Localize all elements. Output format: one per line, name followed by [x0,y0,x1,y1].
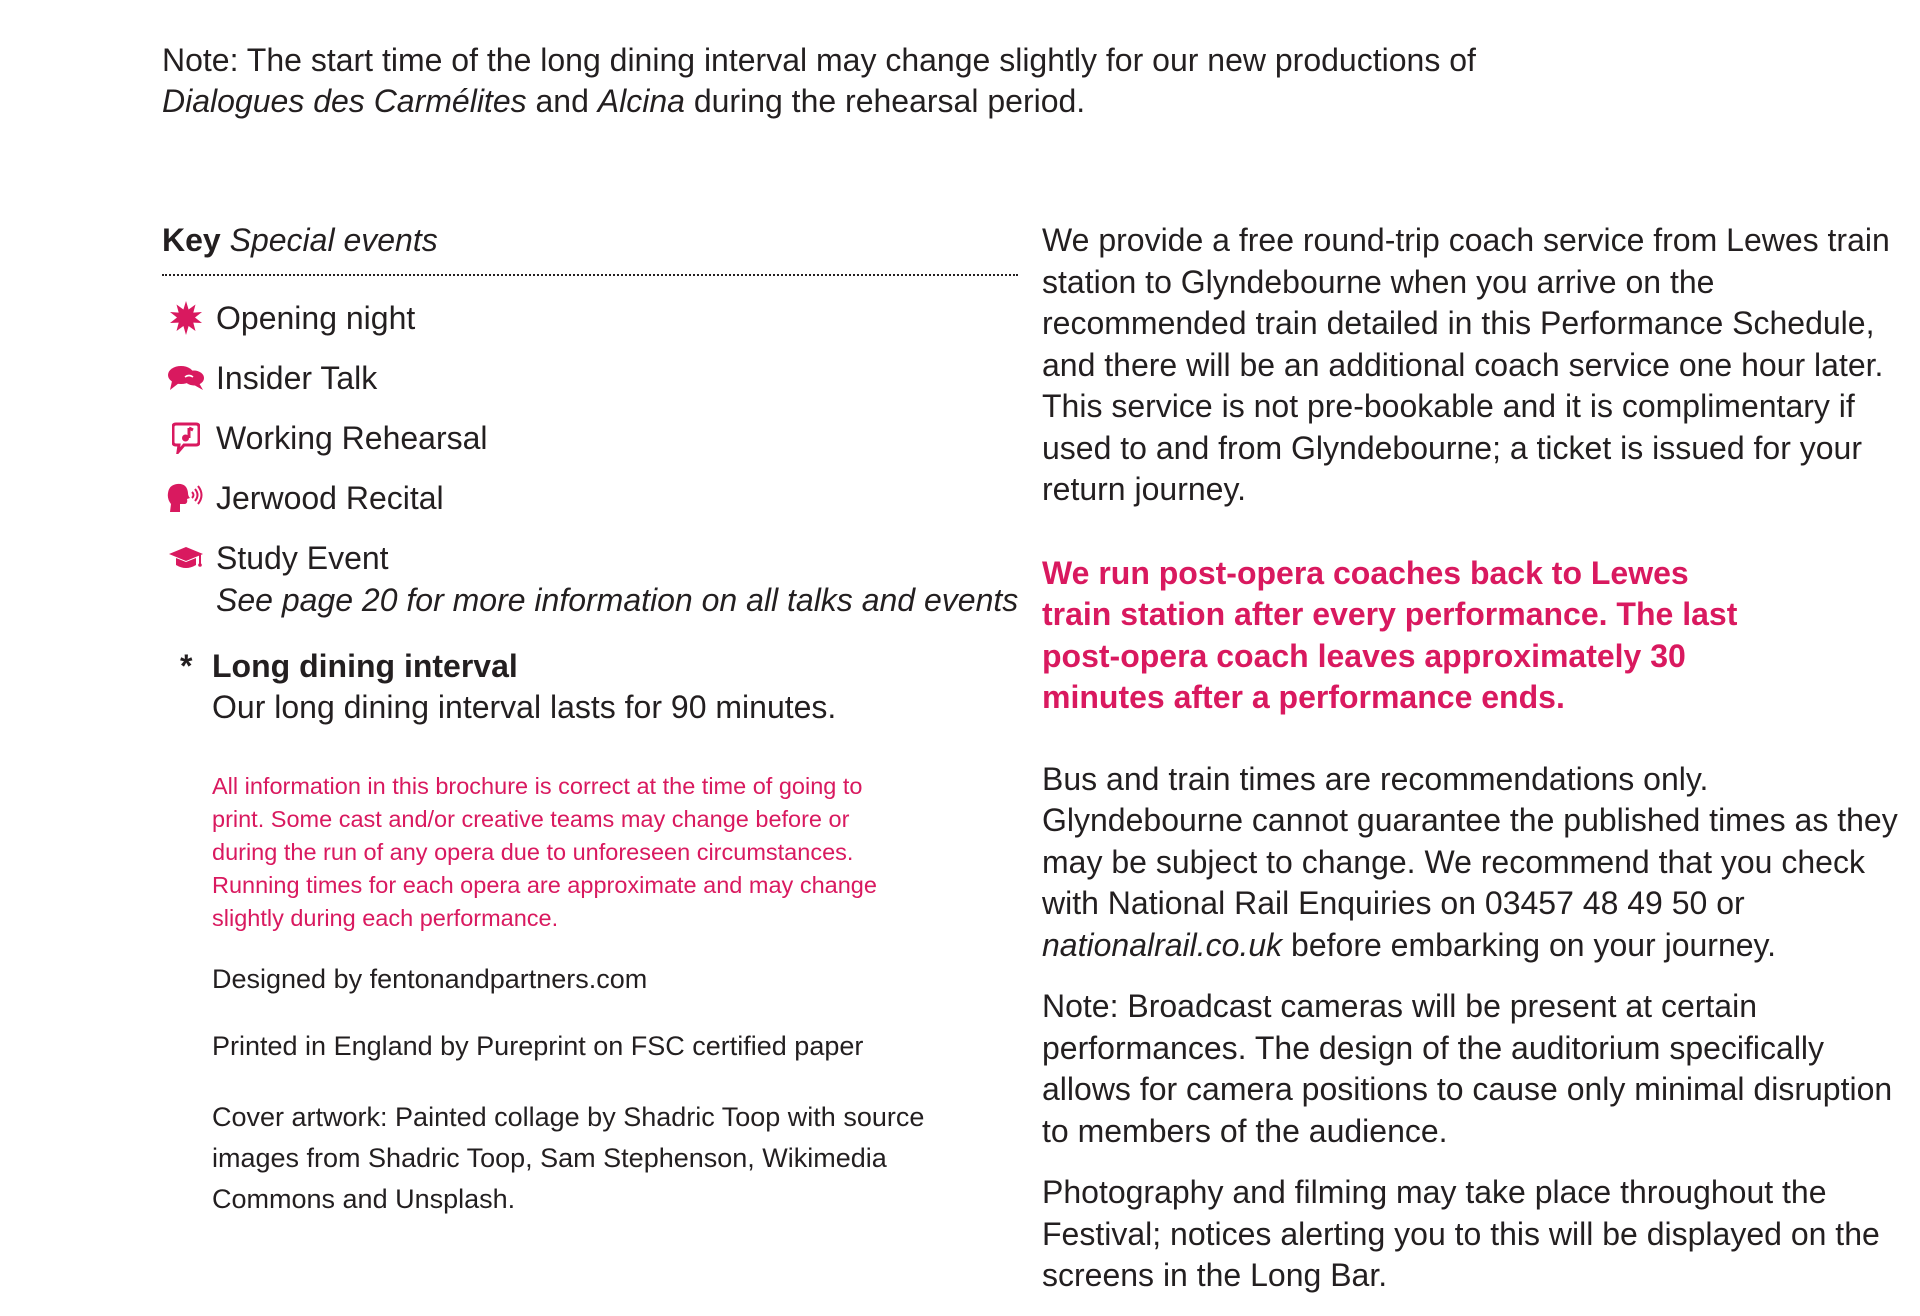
dining-title: Long dining interval [212,648,518,684]
note-prefix: Note: The start time of the long dining interval may change slightly for our new productions of [162,42,1476,78]
legend-label: Opening night [216,300,416,336]
brochure-disclaimer: All information in this brochure is correct at the time of going to print. Some cast and/or creative teams may change before or during the run of any opera due to unforeseen circumstances. Running times for each opera are approximate and may change slightly during each performance. [212,773,877,931]
music-note-bubble-icon [166,418,206,458]
legend-item-jerwood-recital [162,468,1022,528]
key-label: Key [162,222,221,258]
talks-events-note: See page 20 for more information on all talks and events [216,582,1019,618]
legend-label: Study Event [216,540,389,576]
designer-credit: Designed by fentonandpartners.com [212,964,648,994]
dining-text: Our long dining interval lasts for 90 minutes. [212,689,837,725]
speech-bubbles-icon [166,358,206,398]
starburst-icon [166,298,206,338]
train-times-suffix: before embarking on your journey. [1291,926,1777,963]
production-dialogues: Dialogues des Carmélites [162,83,527,119]
production-alcina: Alcina [597,83,685,119]
legend-item-study-event [162,528,1022,588]
travel-information-column [1042,220,1902,1297]
legend-label: Working Rehearsal [216,420,488,456]
note-connector: and [535,83,589,119]
legend-label: Insider Talk [216,360,378,396]
dining-interval-note [162,40,1722,122]
legend-item-working-rehearsal [162,408,1022,468]
note-suffix: during the rehearsal period. [693,83,1086,119]
key-column [162,220,1022,1220]
long-dining-interval [162,646,1022,728]
broadcast-cameras-paragraph: Note: Broadcast cameras will be present at certain performances. The design of the auditorium specifically allows for camera positions to cause only minimal disruption to members of the audience. [1042,988,1893,1149]
legend-label: Jerwood Recital [216,480,444,516]
post-opera-coaches-paragraph: We run post-opera coaches back to Lewes train station after every performance. The last post-opera coach leaves approximately 30 minutes after a performance ends. [1042,554,1738,715]
key-subtitle: Special events [229,222,438,258]
printer-credit: Printed in England by Pureprint on FSC certified paper [212,1031,864,1061]
special-events-legend [162,288,1022,620]
asterisk-symbol: * [180,648,193,684]
train-times-paragraph [1042,759,1902,967]
key-heading [162,220,1018,276]
national-rail-link: nationalrail.co.uk [1042,926,1283,963]
graduation-cap-icon [166,538,206,578]
legend-item-insider-talk [162,348,1022,408]
legend-item-opening-night [162,288,1022,348]
photography-paragraph: Photography and filming may take place throughout the Festival; notices alerting you to this will be displayed on the screens in the Long Bar. [1042,1174,1880,1293]
coach-service-paragraph: We provide a free round-trip coach service from Lewes train station to Glyndebourne when you arrive on the recommended train detailed in this Performance Schedule, and there will be an additional coach service one hour later. This service is not pre-bookable and it is complimentary if used to and from Glyndebourne; a ticket is issued for your return journey. [1042,222,1890,507]
train-times-text: Bus and train times are recommendations only. Glyndebourne cannot guarantee the published times as they may be subject to change. We recommend that you check with National Rail Enquiries on 03457 48 49 50 or [1042,760,1898,921]
cover-artwork-credit: Cover artwork: Painted collage by Shadric Toop with source images from Shadric Toop, Sam Stephenson, Wikimedia Commons and Unsplash. [212,1102,925,1214]
singing-head-icon [166,478,206,518]
